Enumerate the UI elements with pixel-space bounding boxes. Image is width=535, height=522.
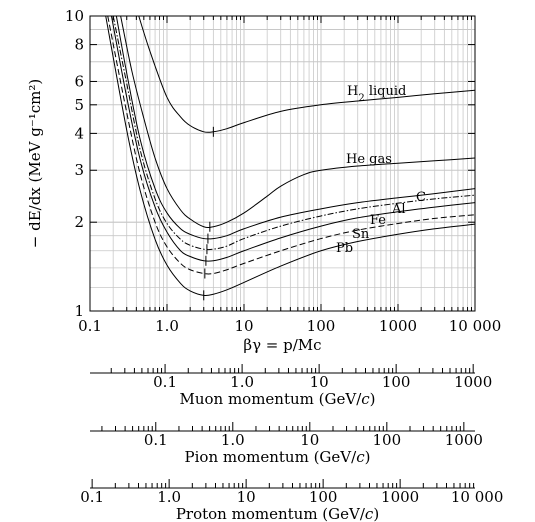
axis-tick-labels <box>65 7 501 335</box>
momentum-tick-label: 100 <box>308 488 338 506</box>
x-tick-label: 1000 <box>378 317 418 335</box>
y-tick-label: 2 <box>74 213 84 232</box>
x-tick-label: 10 000 <box>448 317 502 335</box>
grid-lines <box>90 16 475 311</box>
y-tick-label: 4 <box>74 124 84 143</box>
momentum-tick-label: 1.0 <box>220 431 245 449</box>
momentum-tick-label: 1.0 <box>230 373 255 391</box>
momentum-tick-label: 10 000 <box>450 488 504 506</box>
momentum-axis <box>80 479 503 522</box>
momentum-axis <box>90 422 483 466</box>
momentum-tick-label: 0.1 <box>80 488 105 506</box>
curve-label-he-gas: He gas <box>346 152 392 167</box>
momentum-tick-label: 1.0 <box>157 488 182 506</box>
momentum-tick-label: 1000 <box>381 488 420 506</box>
momentum-tick-label: 10 <box>236 488 256 506</box>
curve-label-h2-liquid: $H_2$ liquid <box>347 84 407 104</box>
plot-frame <box>90 16 475 311</box>
momentum-tick-label: 100 <box>381 373 411 391</box>
curve-label-al: Al <box>392 202 406 217</box>
momentum-axis <box>90 364 492 408</box>
x-tick-label: 1.0 <box>155 317 179 335</box>
y-tick-label: 10 <box>64 7 84 25</box>
curve-sn <box>108 16 475 274</box>
curve-h2-liquid <box>139 16 475 132</box>
momentum-axis-title: Proton momentum (GeV/c) <box>175 505 380 522</box>
curve-label-c: C <box>416 190 426 205</box>
x-tick-label: 100 <box>306 317 336 335</box>
curve-label-sn: Sn <box>352 227 370 242</box>
x-tick-label: 10 <box>234 317 254 335</box>
momentum-tick-label: 10 <box>309 373 329 391</box>
momentum-axes <box>80 364 503 522</box>
curve-label-pb: Pb <box>336 241 354 256</box>
x-axis-title: βγ = p/Mc <box>243 336 322 354</box>
curve-fe <box>111 16 475 261</box>
momentum-axis-title: Pion momentum (GeV/c) <box>184 448 371 466</box>
momentum-tick-label: 1000 <box>444 431 483 449</box>
momentum-tick-label: 0.1 <box>153 373 178 391</box>
y-tick-label: 3 <box>74 161 84 180</box>
momentum-axis-title: Muon momentum (GeV/c) <box>179 390 376 408</box>
y-tick-label: 6 <box>74 72 84 91</box>
y-tick-label: 8 <box>74 35 84 54</box>
momentum-tick-label: 1000 <box>454 373 493 391</box>
momentum-tick-label: 10 <box>300 431 320 449</box>
x-tick-label: 0.1 <box>78 317 102 335</box>
y-tick-label: 1 <box>74 302 84 320</box>
axis-ticks <box>90 16 475 311</box>
momentum-tick-label: 0.1 <box>143 431 168 449</box>
curve-label-fe: Fe <box>370 213 387 228</box>
y-axis-title: − dE/dx (MeV g⁻¹cm²) <box>26 78 44 249</box>
momentum-tick-label: 100 <box>372 431 402 449</box>
y-tick-label: 5 <box>74 95 84 114</box>
